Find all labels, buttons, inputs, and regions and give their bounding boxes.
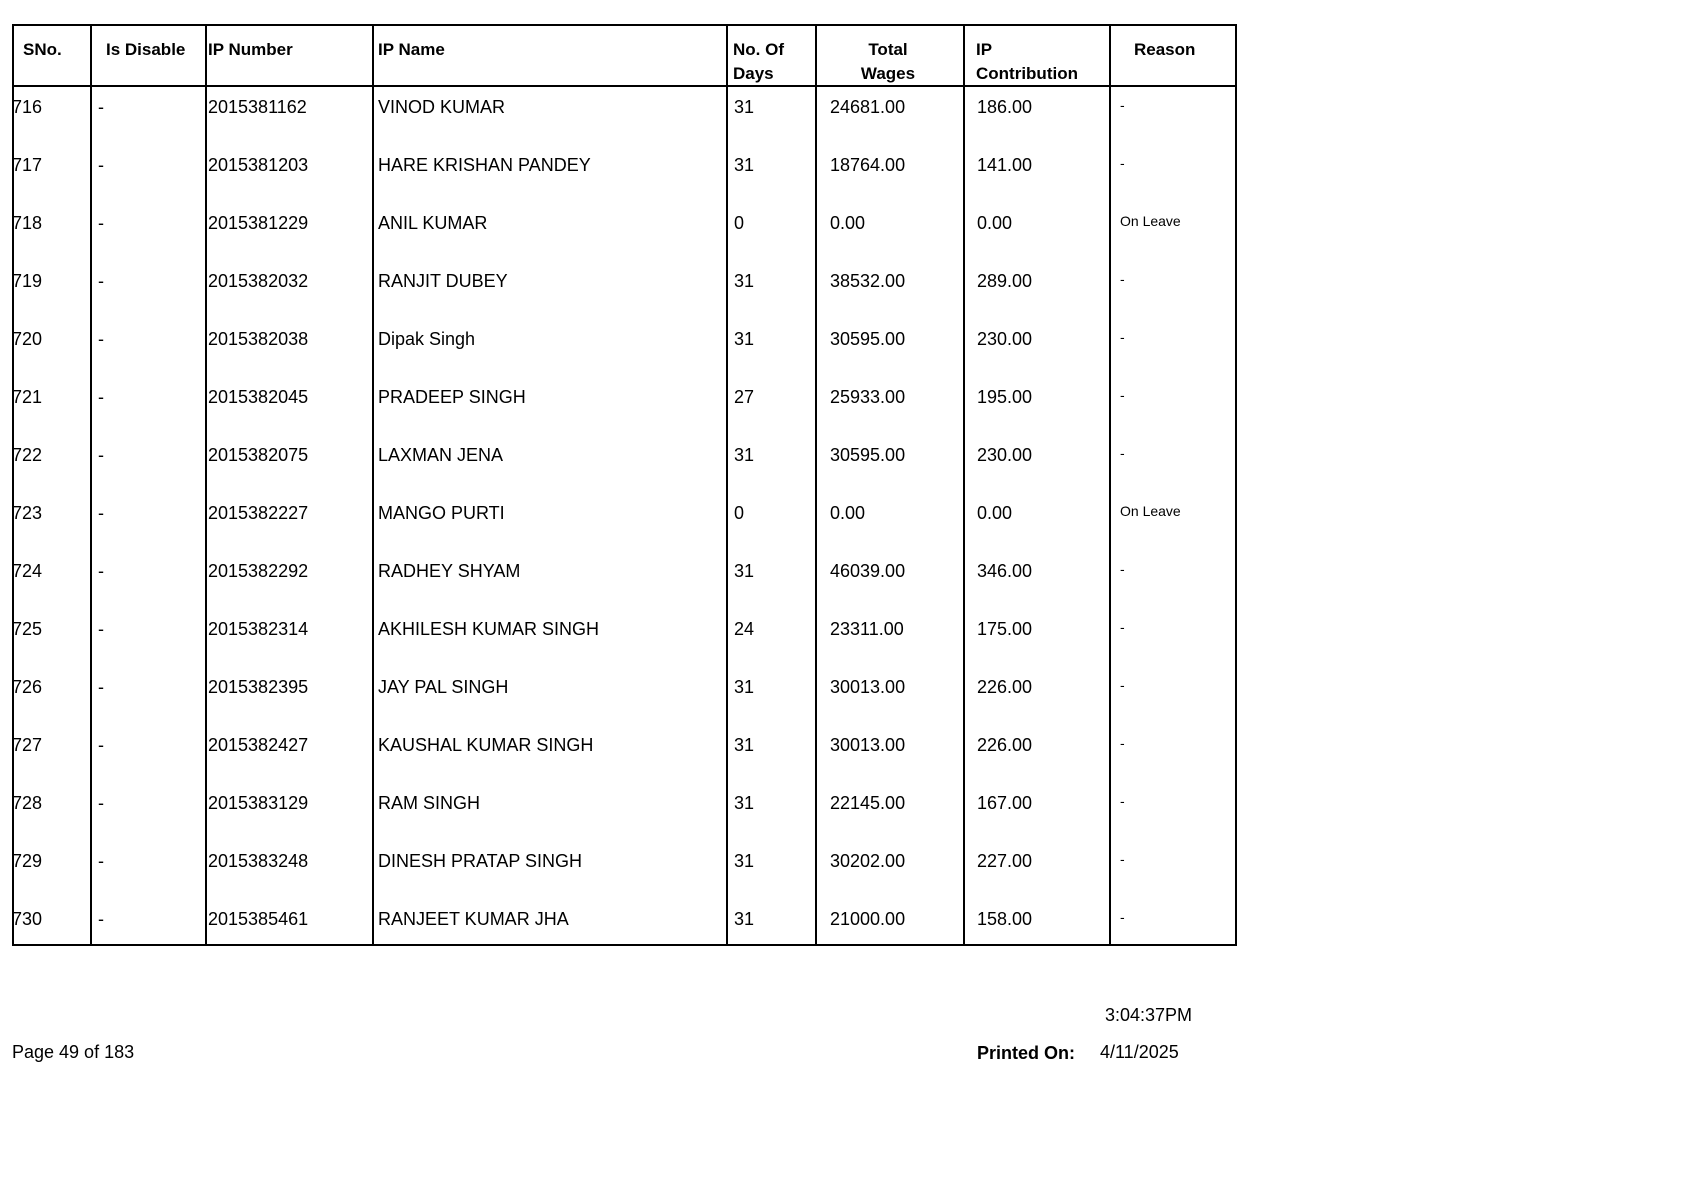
table-row	[14, 493, 1235, 550]
cell-ip-name: ANIL KUMAR	[378, 213, 488, 233]
cell-no-of-days: 31	[734, 793, 755, 813]
cell-total-wages: 25933.00	[830, 387, 906, 407]
cell-total-wages: 46039.00	[830, 561, 906, 581]
cell-ip-name: JAY PAL SINGH	[378, 677, 509, 697]
cell-is-disable: -	[98, 155, 104, 175]
cell-reason: -	[1120, 619, 1125, 635]
cell-ip-number: 2015382314	[208, 619, 309, 639]
cell-ip-contribution: 158.00	[977, 909, 1033, 929]
header-no-of-days-line2: Days	[733, 64, 774, 83]
header-no-of-days	[733, 38, 784, 86]
cell-ip-number: 2015382032	[208, 271, 309, 291]
cell-reason: -	[1120, 735, 1125, 751]
cell-ip-name: RANJEET KUMAR JHA	[378, 909, 569, 929]
cell-is-disable: -	[98, 909, 104, 929]
cell-no-of-days: 27	[734, 387, 755, 407]
cell-total-wages: 30595.00	[830, 329, 906, 349]
cell-ip-number: 2015383248	[208, 851, 309, 871]
table-row	[14, 725, 1235, 782]
cell-ip-number: 2015381162	[208, 97, 307, 117]
table-row	[14, 783, 1235, 840]
cell-no-of-days: 31	[734, 445, 755, 465]
cell-ip-contribution: 226.00	[977, 677, 1033, 697]
cell-is-disable: -	[98, 561, 104, 581]
cell-ip-contribution: 346.00	[977, 561, 1033, 581]
cell-ip-contribution: 230.00	[977, 329, 1033, 349]
cell-ip-name: PRADEEP SINGH	[378, 387, 526, 407]
cell-reason: On Leave	[1120, 503, 1181, 519]
header-no-of-days-line1: No. Of	[733, 40, 784, 59]
cell-no-of-days: 31	[734, 677, 755, 697]
cell-sno: 728	[12, 793, 43, 813]
print-time: 3:04:37PM	[1105, 1005, 1193, 1025]
cell-reason: -	[1120, 155, 1125, 171]
cell-ip-contribution: 175.00	[977, 619, 1033, 639]
cell-ip-name: LAXMAN JENA	[378, 445, 504, 465]
print-date: 4/11/2025	[1100, 1042, 1179, 1062]
cell-ip-number: 2015381203	[208, 155, 309, 175]
cell-no-of-days: 31	[734, 97, 755, 117]
cell-reason: -	[1120, 561, 1125, 577]
cell-ip-number: 2015385461	[208, 909, 309, 929]
cell-ip-name: RANJIT DUBEY	[378, 271, 508, 291]
cell-is-disable: -	[98, 271, 104, 291]
cell-is-disable: -	[98, 387, 104, 407]
cell-sno: 721	[12, 387, 43, 407]
table-row	[14, 377, 1235, 434]
cell-ip-number: 2015382227	[208, 503, 309, 523]
cell-is-disable: -	[98, 677, 104, 697]
cell-sno: 730	[12, 909, 43, 929]
cell-ip-name: RADHEY SHYAM	[378, 561, 521, 581]
cell-ip-contribution: 230.00	[977, 445, 1033, 465]
table-row	[14, 87, 1235, 144]
cell-ip-contribution: 227.00	[977, 851, 1033, 871]
cell-ip-number: 2015381229	[208, 213, 309, 233]
cell-ip-contribution: 0.00	[977, 213, 1013, 233]
cell-no-of-days: 31	[734, 271, 755, 291]
cell-no-of-days: 31	[734, 561, 755, 581]
cell-reason: -	[1120, 909, 1125, 925]
header-ip-name: IP Name	[378, 40, 445, 59]
cell-ip-number: 2015383129	[208, 793, 309, 813]
header-total-wages-line1: Total	[868, 40, 908, 59]
header-ip-contribution-line1: IP	[976, 40, 993, 59]
cell-sno: 722	[12, 445, 43, 465]
printed-on-label: Printed On:	[977, 1043, 1075, 1063]
cell-reason: -	[1120, 329, 1125, 345]
cell-total-wages: 0.00	[830, 213, 866, 233]
cell-no-of-days: 31	[734, 329, 755, 349]
cell-is-disable: -	[98, 329, 104, 349]
cell-sno: 724	[12, 561, 43, 581]
cell-ip-contribution: 141.00	[977, 155, 1033, 175]
table-row	[14, 841, 1235, 898]
cell-no-of-days: 31	[734, 851, 755, 871]
table-row	[14, 261, 1235, 318]
cell-reason: On Leave	[1120, 213, 1181, 229]
cell-ip-name: HARE KRISHAN PANDEY	[378, 155, 591, 175]
table-row	[14, 551, 1235, 608]
cell-total-wages: 30013.00	[830, 677, 906, 697]
cell-ip-name: VINOD KUMAR	[378, 97, 506, 117]
header-ip-contribution-line2: Contribution	[976, 64, 1078, 83]
cell-total-wages: 18764.00	[830, 155, 906, 175]
cell-reason: -	[1120, 851, 1125, 867]
cell-ip-name: RAM SINGH	[378, 793, 481, 813]
table-row	[14, 609, 1235, 666]
table-row	[14, 319, 1235, 376]
cell-is-disable: -	[98, 503, 104, 523]
cell-reason: -	[1120, 793, 1125, 809]
header-ip-contribution	[976, 38, 1078, 86]
cell-ip-number: 2015382075	[208, 445, 309, 465]
cell-is-disable: -	[98, 445, 104, 465]
cell-ip-name: AKHILESH KUMAR SINGH	[378, 619, 600, 639]
cell-sno: 719	[12, 271, 43, 291]
cell-is-disable: -	[98, 793, 104, 813]
cell-is-disable: -	[98, 851, 104, 871]
cell-sno: 725	[12, 619, 43, 639]
cell-total-wages: 38532.00	[830, 271, 906, 291]
cell-sno: 716	[12, 97, 43, 117]
header-total-wages	[826, 38, 950, 86]
cell-no-of-days: 24	[734, 619, 755, 639]
cell-ip-contribution: 195.00	[977, 387, 1033, 407]
cell-ip-number: 2015382045	[208, 387, 309, 407]
cell-ip-name: Dipak Singh	[378, 329, 476, 349]
table-row	[14, 203, 1235, 260]
cell-ip-contribution: 0.00	[977, 503, 1013, 523]
cell-no-of-days: 0	[734, 503, 745, 523]
cell-reason: -	[1120, 387, 1125, 403]
cell-total-wages: 23311.00	[830, 619, 904, 639]
cell-reason: -	[1120, 677, 1125, 693]
page-number: Page 49 of 183	[12, 1042, 135, 1062]
header-ip-number: IP Number	[208, 40, 293, 59]
cell-no-of-days: 0	[734, 213, 745, 233]
cell-ip-contribution: 226.00	[977, 735, 1033, 755]
cell-reason: -	[1120, 97, 1125, 113]
cell-ip-name: DINESH PRATAP SINGH	[378, 851, 583, 871]
header-total-wages-line2: Wages	[860, 64, 916, 83]
cell-sno: 720	[12, 329, 43, 349]
table-row	[14, 435, 1235, 492]
cell-no-of-days: 31	[734, 909, 755, 929]
cell-is-disable: -	[98, 619, 104, 639]
cell-no-of-days: 31	[734, 735, 755, 755]
cell-sno: 718	[12, 213, 43, 233]
cell-ip-number: 2015382292	[208, 561, 309, 581]
header-sno: SNo.	[23, 40, 62, 59]
cell-no-of-days: 31	[734, 155, 755, 175]
cell-ip-contribution: 186.00	[977, 97, 1033, 117]
cell-total-wages: 30202.00	[830, 851, 906, 871]
cell-total-wages: 24681.00	[830, 97, 906, 117]
cell-is-disable: -	[98, 735, 104, 755]
cell-sno: 723	[12, 503, 43, 523]
cell-total-wages: 0.00	[830, 503, 866, 523]
cell-ip-contribution: 167.00	[977, 793, 1033, 813]
cell-sno: 726	[12, 677, 43, 697]
table-row	[14, 899, 1235, 956]
cell-sno: 727	[12, 735, 43, 755]
cell-ip-number: 2015382395	[208, 677, 309, 697]
header-is-disable: Is Disable	[106, 40, 186, 59]
cell-ip-name: KAUSHAL KUMAR SINGH	[378, 735, 594, 755]
cell-total-wages: 21000.00	[830, 909, 906, 929]
cell-total-wages: 22145.00	[830, 793, 906, 813]
cell-ip-contribution: 289.00	[977, 271, 1033, 291]
cell-is-disable: -	[98, 213, 104, 233]
cell-ip-number: 2015382427	[208, 735, 309, 755]
cell-sno: 729	[12, 851, 43, 871]
cell-ip-number: 2015382038	[208, 329, 309, 349]
table-row	[14, 145, 1235, 202]
contribution-table	[12, 24, 1237, 946]
cell-reason: -	[1120, 445, 1125, 461]
cell-total-wages: 30595.00	[830, 445, 906, 465]
cell-is-disable: -	[98, 97, 104, 117]
header-reason: Reason	[1134, 40, 1196, 59]
table-row	[14, 667, 1235, 724]
cell-ip-name: MANGO PURTI	[378, 503, 505, 523]
cell-sno: 717	[12, 155, 43, 175]
cell-reason: -	[1120, 271, 1125, 287]
cell-total-wages: 30013.00	[830, 735, 906, 755]
